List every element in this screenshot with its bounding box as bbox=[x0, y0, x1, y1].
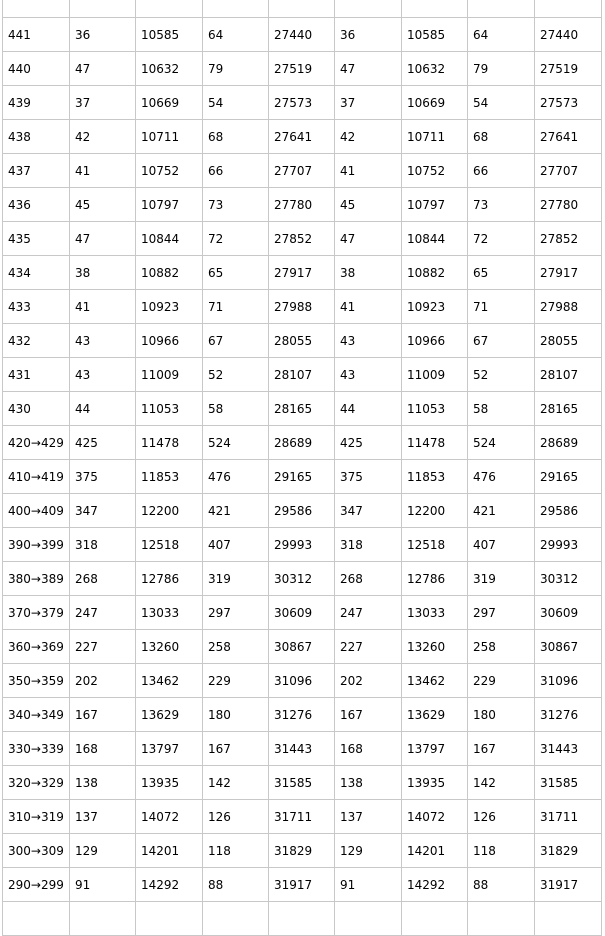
count-cell: 118 bbox=[468, 834, 535, 868]
count-cell: 13260 bbox=[136, 630, 203, 664]
count-cell: 29586 bbox=[269, 494, 335, 528]
score-cell: 431 bbox=[3, 358, 70, 392]
count-cell: 13462 bbox=[136, 664, 203, 698]
count-cell: 31096 bbox=[535, 664, 602, 698]
count-cell: 54 bbox=[468, 86, 535, 120]
count-cell: 425 bbox=[70, 426, 136, 460]
count-cell: 27852 bbox=[535, 222, 602, 256]
table-cell bbox=[3, 0, 70, 18]
count-cell: 13462 bbox=[402, 664, 468, 698]
count-cell: 41 bbox=[70, 154, 136, 188]
count-cell: 47 bbox=[70, 52, 136, 86]
table-cell bbox=[3, 902, 70, 936]
table-row bbox=[3, 562, 602, 596]
count-cell: 31585 bbox=[269, 766, 335, 800]
count-cell: 27780 bbox=[269, 188, 335, 222]
count-cell: 73 bbox=[468, 188, 535, 222]
count-cell: 12786 bbox=[136, 562, 203, 596]
count-cell: 28165 bbox=[535, 392, 602, 426]
count-cell: 268 bbox=[335, 562, 402, 596]
table-cell bbox=[269, 902, 335, 936]
count-cell: 10632 bbox=[402, 52, 468, 86]
count-cell: 524 bbox=[468, 426, 535, 460]
count-cell: 27917 bbox=[535, 256, 602, 290]
count-cell: 12200 bbox=[136, 494, 203, 528]
count-cell: 126 bbox=[203, 800, 269, 834]
count-cell: 297 bbox=[203, 596, 269, 630]
count-cell: 30609 bbox=[535, 596, 602, 630]
count-cell: 180 bbox=[203, 698, 269, 732]
count-cell: 347 bbox=[70, 494, 136, 528]
table-row bbox=[3, 494, 602, 528]
table-row bbox=[3, 766, 602, 800]
count-cell: 27641 bbox=[535, 120, 602, 154]
count-cell: 11478 bbox=[136, 426, 203, 460]
count-cell: 13935 bbox=[136, 766, 203, 800]
count-cell: 129 bbox=[335, 834, 402, 868]
count-cell: 43 bbox=[335, 324, 402, 358]
score-cell: 437 bbox=[3, 154, 70, 188]
count-cell: 14072 bbox=[402, 800, 468, 834]
count-cell: 64 bbox=[203, 18, 269, 52]
count-cell: 142 bbox=[203, 766, 269, 800]
count-cell: 31829 bbox=[269, 834, 335, 868]
count-cell: 167 bbox=[203, 732, 269, 766]
count-cell: 319 bbox=[203, 562, 269, 596]
count-cell: 27573 bbox=[269, 86, 335, 120]
table-body bbox=[3, 0, 602, 936]
count-cell: 68 bbox=[203, 120, 269, 154]
count-cell: 12518 bbox=[402, 528, 468, 562]
count-cell: 425 bbox=[335, 426, 402, 460]
score-cell: 310→319 bbox=[3, 800, 70, 834]
count-cell: 476 bbox=[203, 460, 269, 494]
count-cell: 10585 bbox=[402, 18, 468, 52]
count-cell: 31443 bbox=[535, 732, 602, 766]
table-cell bbox=[402, 0, 468, 18]
count-cell: 91 bbox=[70, 868, 136, 902]
count-cell: 13797 bbox=[136, 732, 203, 766]
count-cell: 268 bbox=[70, 562, 136, 596]
count-cell: 31917 bbox=[535, 868, 602, 902]
count-cell: 129 bbox=[70, 834, 136, 868]
count-cell: 79 bbox=[468, 52, 535, 86]
count-cell: 10882 bbox=[136, 256, 203, 290]
count-cell: 12518 bbox=[136, 528, 203, 562]
count-cell: 31829 bbox=[535, 834, 602, 868]
count-cell: 58 bbox=[468, 392, 535, 426]
table-row bbox=[3, 460, 602, 494]
table-cell bbox=[402, 902, 468, 936]
table-row bbox=[3, 630, 602, 664]
count-cell: 31711 bbox=[269, 800, 335, 834]
table-row bbox=[3, 290, 602, 324]
score-cell: 340→349 bbox=[3, 698, 70, 732]
count-cell: 52 bbox=[203, 358, 269, 392]
table-row-clipped bbox=[3, 0, 602, 18]
count-cell: 38 bbox=[70, 256, 136, 290]
count-cell: 31585 bbox=[535, 766, 602, 800]
count-cell: 13260 bbox=[402, 630, 468, 664]
table-cell bbox=[70, 902, 136, 936]
count-cell: 27641 bbox=[269, 120, 335, 154]
table-row bbox=[3, 324, 602, 358]
count-cell: 319 bbox=[468, 562, 535, 596]
table-cell bbox=[535, 902, 602, 936]
count-cell: 10966 bbox=[402, 324, 468, 358]
count-cell: 347 bbox=[335, 494, 402, 528]
count-cell: 27519 bbox=[535, 52, 602, 86]
count-cell: 79 bbox=[203, 52, 269, 86]
count-cell: 30312 bbox=[535, 562, 602, 596]
score-cell: 420→429 bbox=[3, 426, 70, 460]
table-row bbox=[3, 222, 602, 256]
count-cell: 10923 bbox=[136, 290, 203, 324]
count-cell: 31917 bbox=[269, 868, 335, 902]
count-cell: 227 bbox=[70, 630, 136, 664]
score-cell: 380→389 bbox=[3, 562, 70, 596]
table-cell bbox=[203, 0, 269, 18]
table-cell bbox=[269, 0, 335, 18]
score-distribution-table bbox=[2, 0, 602, 936]
count-cell: 10797 bbox=[402, 188, 468, 222]
count-cell: 72 bbox=[468, 222, 535, 256]
count-cell: 30609 bbox=[269, 596, 335, 630]
count-cell: 28055 bbox=[269, 324, 335, 358]
table-cell bbox=[136, 0, 203, 18]
count-cell: 11478 bbox=[402, 426, 468, 460]
count-cell: 27573 bbox=[535, 86, 602, 120]
count-cell: 31096 bbox=[269, 664, 335, 698]
table-row bbox=[3, 188, 602, 222]
count-cell: 27707 bbox=[269, 154, 335, 188]
count-cell: 41 bbox=[335, 290, 402, 324]
count-cell: 45 bbox=[335, 188, 402, 222]
count-cell: 11053 bbox=[136, 392, 203, 426]
table-row bbox=[3, 596, 602, 630]
table-cell bbox=[335, 902, 402, 936]
score-cell: 441 bbox=[3, 18, 70, 52]
count-cell: 14201 bbox=[136, 834, 203, 868]
count-cell: 12786 bbox=[402, 562, 468, 596]
count-cell: 14292 bbox=[402, 868, 468, 902]
score-cell: 390→399 bbox=[3, 528, 70, 562]
score-cell: 320→329 bbox=[3, 766, 70, 800]
score-cell: 290→299 bbox=[3, 868, 70, 902]
count-cell: 11853 bbox=[402, 460, 468, 494]
table-cell bbox=[468, 0, 535, 18]
count-cell: 10923 bbox=[402, 290, 468, 324]
count-cell: 11009 bbox=[136, 358, 203, 392]
score-cell: 350→359 bbox=[3, 664, 70, 698]
table-row bbox=[3, 52, 602, 86]
count-cell: 42 bbox=[335, 120, 402, 154]
count-cell: 27707 bbox=[535, 154, 602, 188]
table-row bbox=[3, 154, 602, 188]
count-cell: 10882 bbox=[402, 256, 468, 290]
count-cell: 421 bbox=[203, 494, 269, 528]
count-cell: 137 bbox=[335, 800, 402, 834]
count-cell: 31443 bbox=[269, 732, 335, 766]
count-cell: 13033 bbox=[136, 596, 203, 630]
table-row bbox=[3, 18, 602, 52]
count-cell: 27780 bbox=[535, 188, 602, 222]
count-cell: 258 bbox=[203, 630, 269, 664]
table-cell bbox=[535, 0, 602, 18]
count-cell: 229 bbox=[203, 664, 269, 698]
count-cell: 11853 bbox=[136, 460, 203, 494]
table-row bbox=[3, 528, 602, 562]
table-row bbox=[3, 392, 602, 426]
count-cell: 29993 bbox=[535, 528, 602, 562]
count-cell: 44 bbox=[335, 392, 402, 426]
score-cell: 434 bbox=[3, 256, 70, 290]
count-cell: 10669 bbox=[402, 86, 468, 120]
count-cell: 202 bbox=[70, 664, 136, 698]
score-cell: 436 bbox=[3, 188, 70, 222]
count-cell: 30312 bbox=[269, 562, 335, 596]
table-row bbox=[3, 358, 602, 392]
count-cell: 29165 bbox=[535, 460, 602, 494]
count-cell: 202 bbox=[335, 664, 402, 698]
count-cell: 14201 bbox=[402, 834, 468, 868]
count-cell: 421 bbox=[468, 494, 535, 528]
count-cell: 65 bbox=[468, 256, 535, 290]
count-cell: 10585 bbox=[136, 18, 203, 52]
count-cell: 54 bbox=[203, 86, 269, 120]
score-cell: 410→419 bbox=[3, 460, 70, 494]
table-row bbox=[3, 732, 602, 766]
count-cell: 10797 bbox=[136, 188, 203, 222]
count-cell: 10966 bbox=[136, 324, 203, 358]
count-cell: 41 bbox=[335, 154, 402, 188]
count-cell: 30867 bbox=[269, 630, 335, 664]
table-cell bbox=[136, 902, 203, 936]
table-row bbox=[3, 120, 602, 154]
table-row bbox=[3, 800, 602, 834]
count-cell: 14292 bbox=[136, 868, 203, 902]
count-cell: 27988 bbox=[269, 290, 335, 324]
count-cell: 138 bbox=[70, 766, 136, 800]
count-cell: 42 bbox=[70, 120, 136, 154]
count-cell: 29165 bbox=[269, 460, 335, 494]
count-cell: 27440 bbox=[269, 18, 335, 52]
count-cell: 297 bbox=[468, 596, 535, 630]
table-row bbox=[3, 426, 602, 460]
count-cell: 167 bbox=[468, 732, 535, 766]
count-cell: 58 bbox=[203, 392, 269, 426]
count-cell: 27988 bbox=[535, 290, 602, 324]
count-cell: 375 bbox=[70, 460, 136, 494]
table-row bbox=[3, 834, 602, 868]
count-cell: 66 bbox=[203, 154, 269, 188]
count-cell: 31276 bbox=[269, 698, 335, 732]
table-row bbox=[3, 664, 602, 698]
table-cell bbox=[468, 902, 535, 936]
count-cell: 247 bbox=[70, 596, 136, 630]
count-cell: 168 bbox=[335, 732, 402, 766]
count-cell: 27917 bbox=[269, 256, 335, 290]
score-cell: 432 bbox=[3, 324, 70, 358]
count-cell: 11009 bbox=[402, 358, 468, 392]
score-cell: 439 bbox=[3, 86, 70, 120]
count-cell: 10844 bbox=[402, 222, 468, 256]
table-row bbox=[3, 86, 602, 120]
table-cell bbox=[335, 0, 402, 18]
count-cell: 47 bbox=[70, 222, 136, 256]
score-cell: 370→379 bbox=[3, 596, 70, 630]
count-cell: 10752 bbox=[136, 154, 203, 188]
count-cell: 36 bbox=[335, 18, 402, 52]
count-cell: 64 bbox=[468, 18, 535, 52]
count-cell: 31276 bbox=[535, 698, 602, 732]
count-cell: 227 bbox=[335, 630, 402, 664]
count-cell: 13935 bbox=[402, 766, 468, 800]
table-cell bbox=[203, 902, 269, 936]
count-cell: 137 bbox=[70, 800, 136, 834]
count-cell: 10632 bbox=[136, 52, 203, 86]
count-cell: 168 bbox=[70, 732, 136, 766]
count-cell: 10669 bbox=[136, 86, 203, 120]
score-cell: 433 bbox=[3, 290, 70, 324]
count-cell: 44 bbox=[70, 392, 136, 426]
count-cell: 88 bbox=[468, 868, 535, 902]
count-cell: 67 bbox=[468, 324, 535, 358]
score-cell: 300→309 bbox=[3, 834, 70, 868]
count-cell: 88 bbox=[203, 868, 269, 902]
count-cell: 167 bbox=[70, 698, 136, 732]
count-cell: 10711 bbox=[136, 120, 203, 154]
count-cell: 43 bbox=[70, 358, 136, 392]
count-cell: 28165 bbox=[269, 392, 335, 426]
count-cell: 13033 bbox=[402, 596, 468, 630]
count-cell: 29993 bbox=[269, 528, 335, 562]
count-cell: 27519 bbox=[269, 52, 335, 86]
count-cell: 180 bbox=[468, 698, 535, 732]
count-cell: 27440 bbox=[535, 18, 602, 52]
score-cell: 440 bbox=[3, 52, 70, 86]
count-cell: 10844 bbox=[136, 222, 203, 256]
count-cell: 229 bbox=[468, 664, 535, 698]
score-cell: 430 bbox=[3, 392, 70, 426]
count-cell: 41 bbox=[70, 290, 136, 324]
count-cell: 28107 bbox=[269, 358, 335, 392]
score-cell: 435 bbox=[3, 222, 70, 256]
count-cell: 47 bbox=[335, 222, 402, 256]
count-cell: 28689 bbox=[269, 426, 335, 460]
count-cell: 67 bbox=[203, 324, 269, 358]
count-cell: 68 bbox=[468, 120, 535, 154]
count-cell: 11053 bbox=[402, 392, 468, 426]
count-cell: 45 bbox=[70, 188, 136, 222]
count-cell: 10711 bbox=[402, 120, 468, 154]
count-cell: 28689 bbox=[535, 426, 602, 460]
score-cell: 330→339 bbox=[3, 732, 70, 766]
table-cell bbox=[70, 0, 136, 18]
count-cell: 10752 bbox=[402, 154, 468, 188]
score-cell: 360→369 bbox=[3, 630, 70, 664]
count-cell: 71 bbox=[203, 290, 269, 324]
table-row-clipped bbox=[3, 902, 602, 936]
count-cell: 28055 bbox=[535, 324, 602, 358]
count-cell: 126 bbox=[468, 800, 535, 834]
count-cell: 142 bbox=[468, 766, 535, 800]
count-cell: 13797 bbox=[402, 732, 468, 766]
count-cell: 73 bbox=[203, 188, 269, 222]
count-cell: 31711 bbox=[535, 800, 602, 834]
count-cell: 138 bbox=[335, 766, 402, 800]
count-cell: 318 bbox=[335, 528, 402, 562]
count-cell: 258 bbox=[468, 630, 535, 664]
count-cell: 12200 bbox=[402, 494, 468, 528]
count-cell: 407 bbox=[203, 528, 269, 562]
count-cell: 91 bbox=[335, 868, 402, 902]
count-cell: 476 bbox=[468, 460, 535, 494]
count-cell: 47 bbox=[335, 52, 402, 86]
count-cell: 27852 bbox=[269, 222, 335, 256]
count-cell: 13629 bbox=[402, 698, 468, 732]
count-cell: 524 bbox=[203, 426, 269, 460]
count-cell: 30867 bbox=[535, 630, 602, 664]
count-cell: 167 bbox=[335, 698, 402, 732]
count-cell: 66 bbox=[468, 154, 535, 188]
count-cell: 29586 bbox=[535, 494, 602, 528]
table-row bbox=[3, 698, 602, 732]
count-cell: 52 bbox=[468, 358, 535, 392]
count-cell: 65 bbox=[203, 256, 269, 290]
count-cell: 38 bbox=[335, 256, 402, 290]
score-cell: 438 bbox=[3, 120, 70, 154]
count-cell: 43 bbox=[335, 358, 402, 392]
table-row bbox=[3, 868, 602, 902]
count-cell: 37 bbox=[335, 86, 402, 120]
score-cell: 400→409 bbox=[3, 494, 70, 528]
count-cell: 407 bbox=[468, 528, 535, 562]
count-cell: 375 bbox=[335, 460, 402, 494]
count-cell: 28107 bbox=[535, 358, 602, 392]
count-cell: 37 bbox=[70, 86, 136, 120]
count-cell: 36 bbox=[70, 18, 136, 52]
table-row bbox=[3, 256, 602, 290]
count-cell: 71 bbox=[468, 290, 535, 324]
count-cell: 72 bbox=[203, 222, 269, 256]
count-cell: 43 bbox=[70, 324, 136, 358]
count-cell: 14072 bbox=[136, 800, 203, 834]
count-cell: 13629 bbox=[136, 698, 203, 732]
count-cell: 247 bbox=[335, 596, 402, 630]
count-cell: 118 bbox=[203, 834, 269, 868]
count-cell: 318 bbox=[70, 528, 136, 562]
